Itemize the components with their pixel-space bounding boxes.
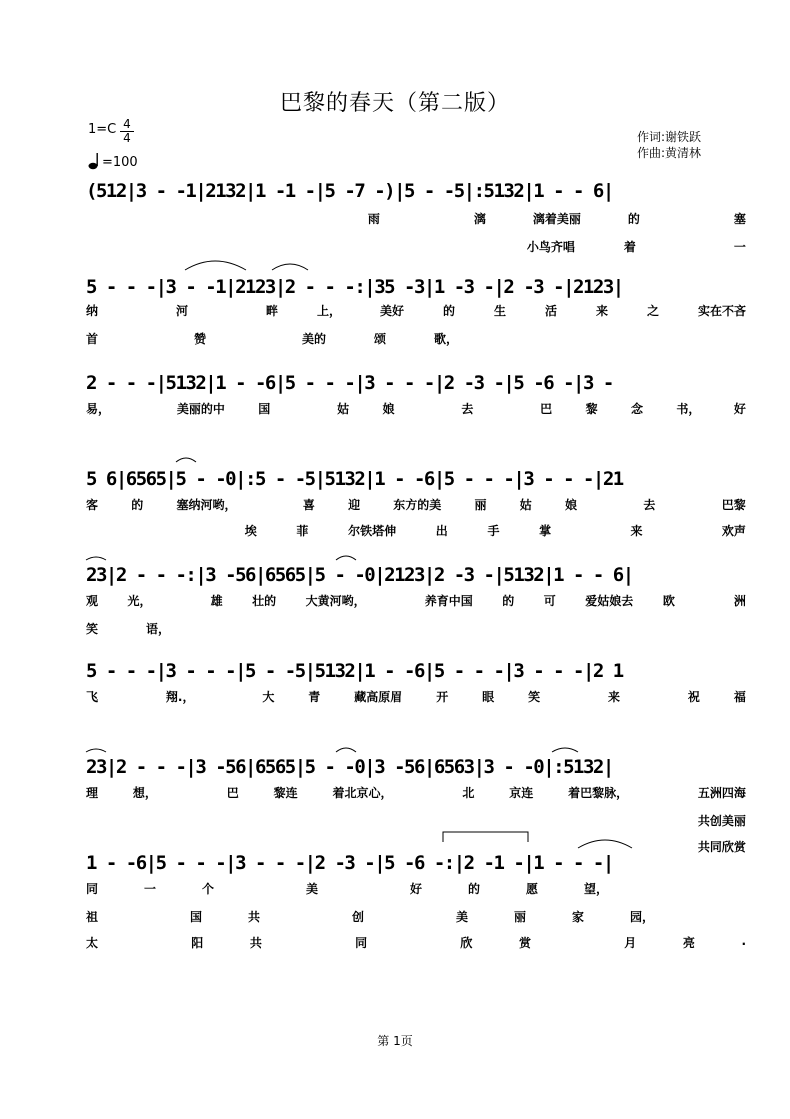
lyric-word: 大 — [262, 690, 275, 704]
lyric-word: 娘 — [564, 498, 577, 512]
tie-arc — [552, 748, 578, 752]
lyric-word: 欧 — [662, 594, 675, 608]
lyric-word: 望， — [583, 882, 608, 896]
song-title: 巴黎的春天（第二版） — [279, 91, 510, 116]
notation-line: 23|2 - - -|3 -56|6565|5 - -0|3 -56|6563|3 - -0|:5132| — [86, 756, 613, 778]
tie-arc — [176, 458, 196, 462]
lyric-word: 创 — [351, 910, 364, 924]
lyric-word: 观 — [86, 594, 99, 608]
lyric-word: 巴黎 — [721, 498, 746, 512]
lyric-word: 美的 — [301, 332, 326, 346]
lyric-word: 园， — [629, 910, 654, 924]
composer-credit: 作曲:黄清林 — [637, 146, 702, 160]
lyric-row — [86, 908, 746, 925]
lyric-word: 漓 — [473, 212, 486, 226]
lyric-word: 易， — [86, 402, 111, 416]
lyric-word: 雨 — [367, 212, 380, 226]
lyric-word: 姑 — [519, 498, 532, 512]
lyric-word: 出 — [435, 524, 448, 538]
lyric-word: 赏 — [518, 936, 531, 950]
lyric-word: 雄 — [210, 594, 223, 608]
lyric-word: 美 — [305, 882, 318, 896]
lyric-row — [86, 688, 746, 705]
lyric-word: 美丽的中 — [176, 402, 225, 416]
lyric-word: 上， — [316, 304, 341, 318]
lyric-word: 好 — [733, 402, 746, 416]
lyric-word: 开 — [436, 690, 449, 704]
lyric-word: 国 — [189, 910, 202, 924]
lyric-word: 喜 — [302, 498, 315, 512]
lyric-word: 菲 — [296, 524, 309, 538]
lyric-word: 欣 — [460, 936, 473, 950]
lyric-row — [86, 934, 746, 951]
lyric-word: 爱姑娘去 — [585, 594, 634, 608]
lyric-row — [86, 784, 746, 801]
lyric-word: 畔 — [265, 304, 278, 318]
lyric-word: 藏高原眉 — [354, 690, 403, 704]
page-footer: 第 1页 — [377, 1034, 413, 1048]
lyric-word: 活 — [544, 304, 557, 318]
time-signature-denominator: 4 — [123, 131, 131, 145]
lyric-word: 欢声 — [721, 524, 746, 538]
lyric-word: 笑 — [86, 622, 99, 636]
lyric-word: 的 — [502, 594, 515, 608]
lyric-word: 来 — [595, 304, 608, 318]
lyric-word: 河 — [175, 304, 188, 318]
lyric-word: 祝 — [687, 690, 700, 704]
lyric-word: 京连 — [509, 786, 534, 800]
lyric-word: 大黄河哟， — [305, 594, 366, 608]
lyric-word: 国 — [258, 402, 271, 416]
lyric-row — [86, 238, 746, 255]
notation-line: 5 - - -|3 - - -|5 - -5|5132|1 - -6|5 - - -|3 - - -|2 1 — [86, 660, 623, 682]
lyric-word: 好 — [409, 882, 422, 896]
lyric-word: 迎 — [348, 498, 361, 512]
lyric-word: 赞 — [193, 332, 206, 346]
lyric-word: 月 — [624, 936, 637, 950]
lyric-word: 巴 — [226, 786, 239, 800]
time-signature-numerator: 4 — [123, 117, 131, 131]
lyric-word: 小鸟齐唱 — [526, 240, 575, 254]
lyric-word: 一 — [733, 240, 746, 254]
lyric-word: 想， — [132, 786, 157, 800]
lyric-word: 客 — [86, 498, 99, 512]
lyric-word: 娘 — [382, 402, 395, 416]
notation-line: 5 6|6565|5 - -0|:5 - -5|5132|1 - -6|5 - - -|3 - - -|21 — [86, 468, 623, 490]
key-signature: 1=C — [88, 122, 117, 137]
lyric-word: 同 — [86, 882, 99, 896]
lyric-word: 家 — [571, 910, 584, 924]
lyric-row — [86, 592, 746, 609]
lyric-word: 共 — [247, 910, 260, 924]
lyric-word: 姑 — [337, 402, 350, 416]
lyric-word: 黎连 — [273, 786, 298, 800]
lyric-word: 去 — [643, 498, 656, 512]
lyric-word: 生 — [493, 304, 506, 318]
lyric-row — [86, 400, 746, 417]
lyric-word: 共创美丽 — [697, 814, 746, 828]
lyric-word: 理 — [86, 786, 99, 800]
lyric-word: 手 — [487, 524, 500, 538]
lyric-word: 壮的 — [252, 594, 277, 608]
lyric-word: 的 — [442, 304, 455, 318]
lyric-word: 歌， — [433, 332, 458, 346]
lyric-word: 愿 — [525, 882, 538, 896]
lyric-word: 洲 — [733, 594, 746, 608]
lyric-word: 来 — [607, 690, 620, 704]
lyric-word: 颂 — [373, 332, 386, 346]
lyric-word: 阳 — [191, 936, 204, 950]
tie-arc — [336, 748, 356, 752]
notation-line: 5 - - -|3 - -1|2123|2 - - -:|35 -3|1 -3 -|2 -3 -|2123| — [86, 276, 623, 298]
tie-arc — [86, 749, 106, 752]
lyric-word: 漓着美丽 — [532, 212, 581, 226]
lyric-word: 黎 — [585, 402, 598, 416]
lyric-word: 的 — [131, 498, 144, 512]
tempo-value: =100 — [102, 155, 138, 170]
lyric-word: 太 — [86, 936, 99, 950]
tie-arc — [336, 556, 356, 560]
lyric-word: 书， — [676, 402, 701, 416]
lyric-word: . — [741, 934, 746, 948]
lyric-row — [86, 620, 746, 637]
lyric-row — [86, 496, 746, 513]
lyric-word: 眼 — [482, 690, 495, 704]
tempo-marking — [88, 152, 138, 170]
lyric-word: 掌 — [539, 524, 552, 538]
lyric-row — [86, 302, 746, 319]
lyric-word: 实在不吝 — [697, 304, 746, 318]
lyric-word: 飞 — [86, 690, 99, 704]
quarter-note-icon — [88, 152, 102, 170]
time-signature — [120, 118, 134, 145]
lyric-word: 着 — [623, 240, 636, 254]
lyric-word: 北 — [462, 786, 475, 800]
lyric-word: 着巴黎脉， — [568, 786, 629, 800]
lyric-word: 首 — [86, 332, 99, 346]
lyric-word: 来 — [630, 524, 643, 538]
notation-line: 1 - -6|5 - - -|3 - - -|2 -3 -|5 -6 -:|2 -1 -|1 - - -| — [86, 852, 613, 874]
lyric-word: 丽 — [474, 498, 487, 512]
lyric-word: 笑 — [528, 690, 541, 704]
lyric-word: 语， — [146, 622, 171, 636]
lyric-word: 念 — [631, 402, 644, 416]
lyric-word: 光， — [127, 594, 152, 608]
lyric-word: 可 — [543, 594, 556, 608]
lyric-word: 塞 — [733, 212, 746, 226]
lyric-word: 共 — [249, 936, 262, 950]
tie-arc — [185, 261, 246, 270]
lyric-word: 尔铁塔伸 — [348, 524, 397, 538]
lyric-row — [86, 812, 746, 829]
lyric-word: 翔.， — [165, 690, 195, 704]
lyric-word: 的 — [627, 212, 640, 226]
lyric-word: 东方的美 — [393, 498, 442, 512]
tie-arc — [86, 557, 106, 560]
lyric-row — [86, 330, 746, 347]
lyric-word: 埃 — [244, 524, 257, 538]
lyric-word: 去 — [461, 402, 474, 416]
lyricist-credit: 作词:谢铁跃 — [637, 130, 702, 144]
lyric-word: 养育中国 — [424, 594, 473, 608]
notation-line: 2 - - -|5132|1 - -6|5 - - -|3 - - -|2 -3 -|5 -6 -|3 - — [86, 372, 613, 394]
lyric-word: 巴 — [540, 402, 553, 416]
lyric-word: 一 — [144, 882, 157, 896]
tie-arc — [272, 264, 308, 270]
lyric-word: 福 — [733, 690, 746, 704]
lyric-row — [86, 210, 746, 227]
lyric-word: 美 — [455, 910, 468, 924]
lyric-word: 纳 — [86, 304, 99, 318]
lyric-word: 美好 — [379, 304, 404, 318]
lyric-word: 之 — [646, 304, 659, 318]
lyric-row — [86, 522, 746, 539]
lyric-row — [86, 880, 746, 897]
lyric-word: 塞纳河哟， — [176, 498, 237, 512]
lyric-word: 亮 — [682, 936, 695, 950]
lyric-word: 共同欣赏 — [697, 840, 746, 854]
lyric-word: 同 — [355, 936, 368, 950]
lyric-word: 的 — [467, 882, 480, 896]
lyric-word: 五洲四海 — [697, 786, 746, 800]
notation-line: (512|3 - -1|2132|1 -1 -|5 -7 -)|5 - -5|:5132|1 - - 6| — [86, 180, 613, 202]
lyric-word: 个 — [202, 882, 215, 896]
notation-line: 23|2 - - -:|3 -56|6565|5 - -0|2123|2 -3 -|5132|1 - - 6| — [86, 564, 633, 586]
lyric-word: 丽 — [513, 910, 526, 924]
lyric-word: 青 — [308, 690, 321, 704]
lyric-word: 着北京心， — [332, 786, 393, 800]
lyric-word: 祖 — [86, 910, 99, 924]
